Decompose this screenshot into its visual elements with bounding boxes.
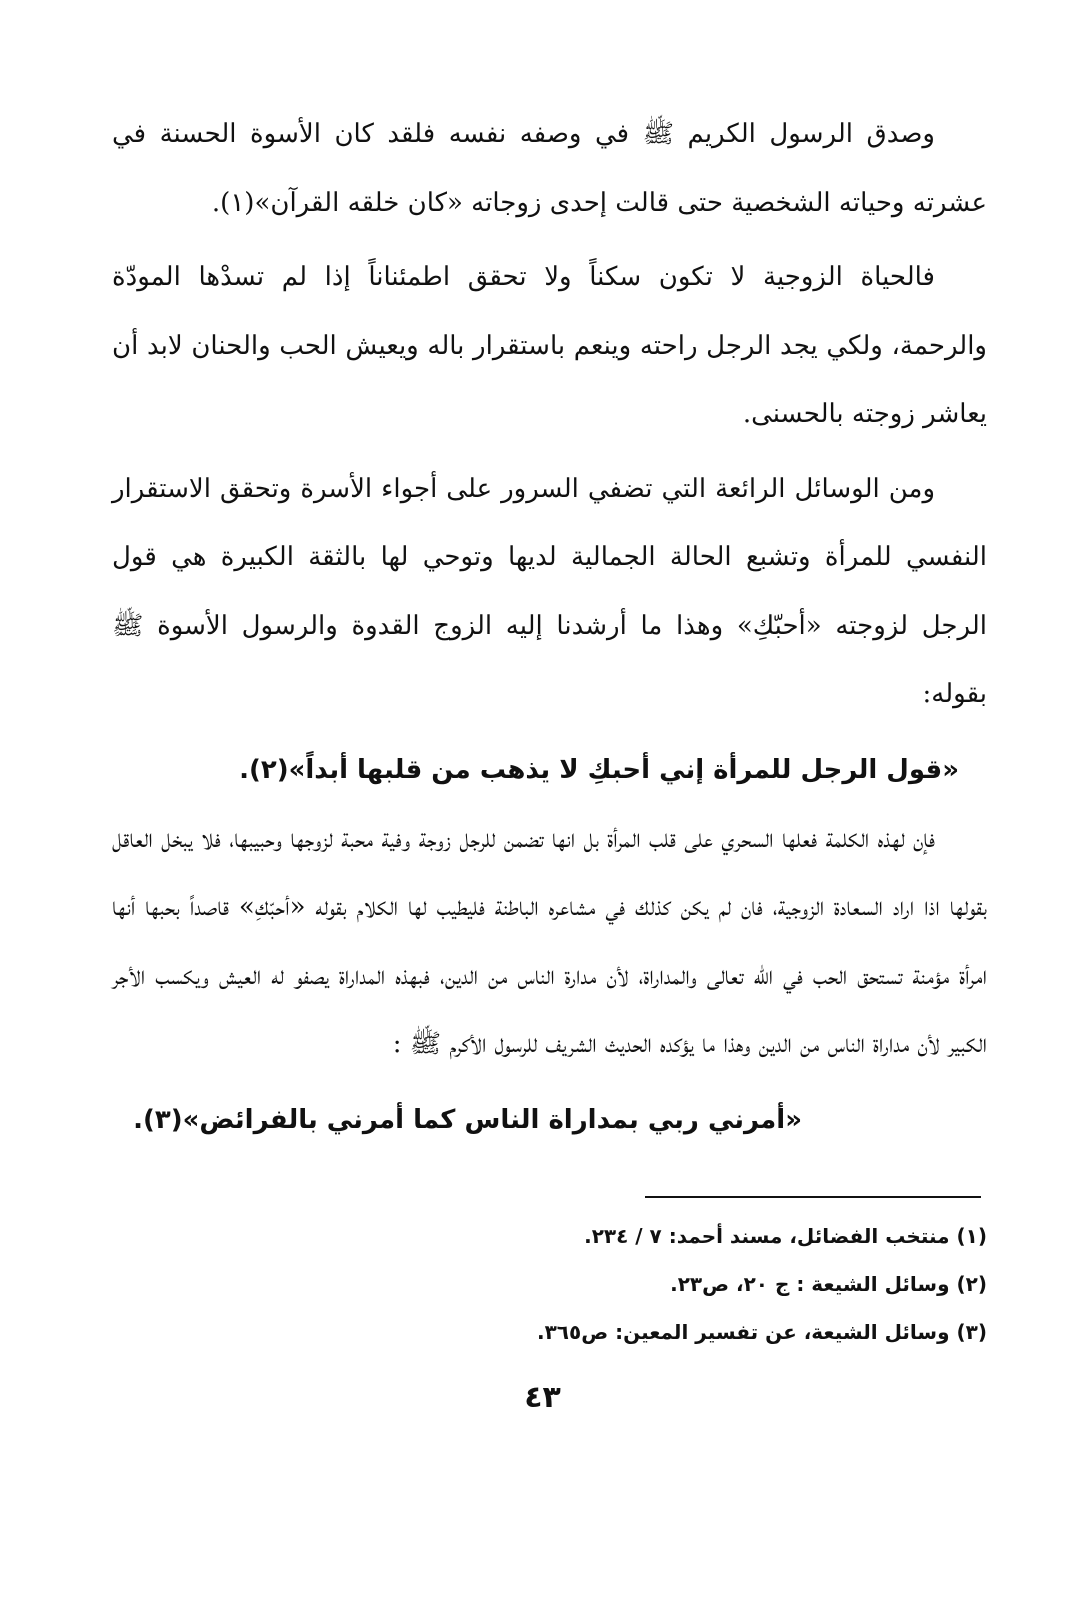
page-body	[112, 100, 987, 1155]
footnote-2: (٢) وسائل الشيعة : ج ٢٠، ص٢٣.	[670, 1272, 987, 1296]
hadith-quote-2: «أمرني ربي بمداراة الناس كما أمرني بالفرائض»(٣).	[133, 1104, 802, 1135]
footnote-separator	[645, 1196, 981, 1198]
footnotes	[387, 1212, 987, 1356]
paragraph-4: فإن لهذه الكلمة فعلها السحري على قلب المرأة بل انها تضمن للرجل زوجة وفية محبة لزوجها وحبيبها، فلا يبخل العاقل بقولها اذا اراد السعادة الزوجية، فان لم يكن كذلك في مشاعره الباطنة فليطيب لها الكلام بقوله «أحبّكِ» قاصداً بحبها أنها امرأة مؤمنة تستحق الحب في الله تعالى والمداراة، لأن مدارة الناس من الدين، فبهذه المداراة يصفو له العيش ويكسب الأجر الكبير لأن مداراة الناس من الدين وهذا ما يؤكده الحديث الشريف للرسول الأكرم ﷺ :	[112, 823, 988, 1059]
footnote-3: (٣) وسائل الشيعة، عن تفسير المعين: ص٣٦٥.	[536, 1320, 987, 1344]
paragraph-3: ومن الوسائل الرائعة التي تضفي السرور على أجواء الأسرة وتحقق الاستقرار النفسي للمرأة وتشبع الحالة الجمالية لديها وتوحي لها بالثقة الكبيرة هي قول الرجل لزوجته «أحبّكِ» وهذا ما أرشدنا إليه الزوج القدوة والرسول الأسوة ﷺ بقوله:	[112, 473, 987, 709]
paragraph-1: وصدق الرسول الكريم ﷺ في وصفه نفسه فلقد كان الأسوة الحسنة في عشرته وحياته الشخصية حتى قالت إحدى زوجاته «كان خلقه القرآن»(١).	[112, 119, 987, 218]
hadith-quote-1: «قول الرجل للمرأة إني أحبكِ لا يذهب من قلبها أبداً»(٢).	[239, 754, 959, 785]
paragraph-2: فالحياة الزوجية لا تكون سكناً ولا تحقق اطمئناناً إذا لم تسدْها المودّة والرحمة، ولكي يجد الرجل راحته وينعم باستقرار باله ويعيش الحب والحنان لابد أن يعاشر زوجته بالحسنى.	[112, 262, 987, 429]
footnote-1: (١) منتخب الفضائل، مسند أحمد: ٧ / ٢٣٤.	[584, 1224, 987, 1248]
page-number: ٤٣	[524, 1380, 561, 1415]
